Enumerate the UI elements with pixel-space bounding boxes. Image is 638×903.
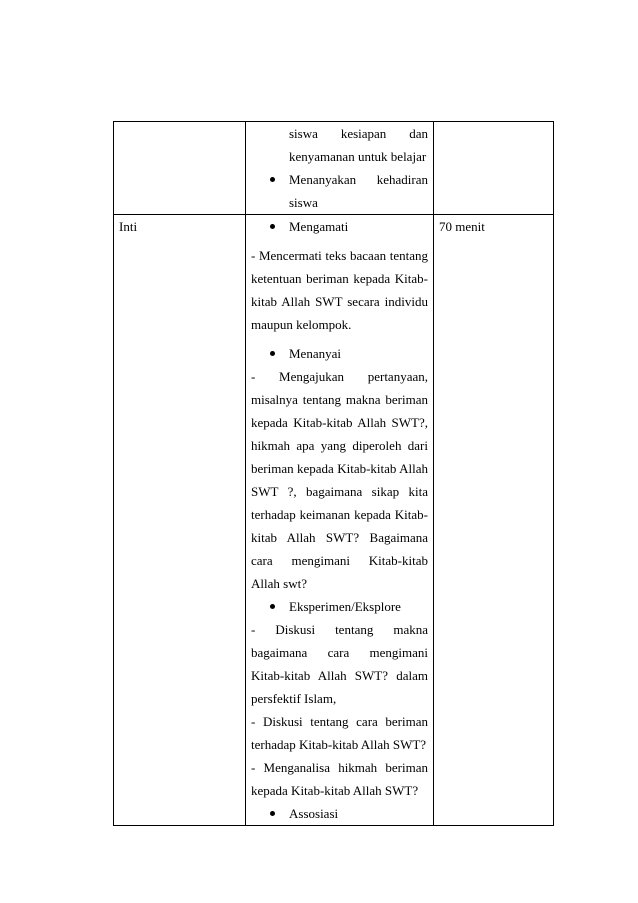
duration-cell: 70 menit: [434, 215, 554, 826]
bullet-label: Mengamati: [289, 219, 349, 234]
text-line: - Menganalisa hikmah beriman: [251, 760, 428, 775]
text-line: maupun kelompok.: [251, 317, 352, 332]
text-line: - Mencermati teks bacaan tentang: [251, 248, 428, 263]
activity-cell: [246, 122, 434, 215]
activity-cell: [246, 215, 434, 826]
text-line: kitab Allah SWT? Bagaimana: [251, 530, 428, 545]
text-line: kepada Kitab-kitab Allah SWT?: [251, 783, 419, 798]
bullet-icon: [270, 811, 275, 816]
text-line: kitab Allah SWT secara individu: [251, 294, 428, 309]
text-line: terhadap keimanan kepada Kitab-: [251, 507, 428, 522]
bullet-item: [251, 342, 428, 365]
text-line: terhadap Kitab-kitab Allah SWT?: [251, 737, 427, 752]
text-line: - Diskusi tentang cara beriman: [251, 714, 428, 729]
text-line: kepada Kitab-kitab Allah SWT?,: [251, 415, 428, 430]
text-line: persfektif Islam,: [251, 691, 337, 706]
text-line: ketentuan beriman kepada Kitab-: [251, 271, 428, 286]
bullet-icon: [270, 604, 275, 609]
stage-cell: [114, 122, 246, 215]
text-line: kenyamanan untuk belajar: [289, 149, 427, 164]
bullet-item: [251, 168, 428, 191]
bullet-label: Assosiasi: [289, 806, 339, 821]
bullet-item: [251, 595, 428, 618]
bullet-item: [251, 802, 428, 825]
text-line: - Diskusi tentang makna: [251, 622, 428, 637]
bullet-item: [251, 215, 428, 238]
text-line: Kitab-kitab Allah SWT? dalam: [251, 668, 428, 683]
table-row: [114, 215, 554, 826]
bullet-label: Eksperimen/Eksplore: [289, 599, 401, 614]
bullet-label: Menanyakan kehadiran: [289, 172, 428, 187]
text-line: Allah swt?: [251, 576, 307, 591]
bullet-icon: [270, 177, 275, 182]
text-line: hikmah apa yang diperoleh dari: [251, 438, 428, 453]
bullet-icon: [270, 351, 275, 356]
text-line: siswa: [289, 195, 318, 210]
text-line: misalnya tentang makna beriman: [251, 392, 428, 407]
text-line: siswa kesiapan dan: [289, 126, 428, 141]
text-line: beriman kepada Kitab-kitab Allah: [251, 461, 428, 476]
bullet-label: Menanyai: [289, 346, 341, 361]
table-row: [114, 122, 554, 215]
text-line: cara mengimani Kitab-kitab: [251, 553, 428, 568]
bullet-icon: [270, 224, 275, 229]
text-line: bagaimana cara mengimani: [251, 645, 428, 660]
text-line: SWT ?, bagaimana sikap kita: [251, 484, 428, 499]
duration-cell: [434, 122, 554, 215]
lesson-activity-table: [113, 121, 554, 826]
stage-cell: Inti: [114, 215, 246, 826]
text-line: - Mengajukan pertanyaan,: [251, 369, 428, 384]
